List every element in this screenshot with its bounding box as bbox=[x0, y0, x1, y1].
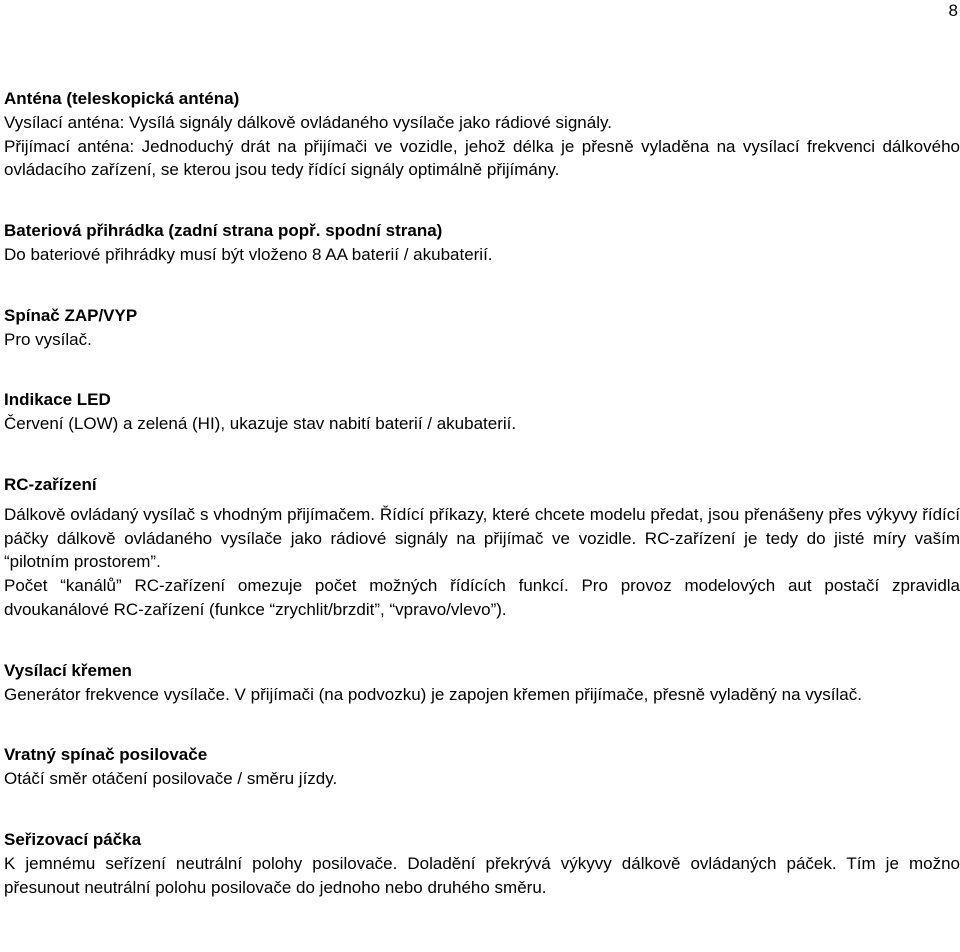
page-number: 8 bbox=[948, 1, 958, 20]
section-paragraph: Přijímací anténa: Jednoduchý drát na přijímači ve vozidle, jehož délka je přesně vyladěna na vysílací frekvenci dálkového ovládacího zařízení, se kterou jsou tedy řídící signály optimálně přijímány. bbox=[4, 136, 960, 180]
section-paragraph: Do bateriové přihrádky musí být vloženo 8 AA baterií / akubaterií. bbox=[4, 244, 493, 264]
section-trim-lever bbox=[4, 828, 960, 899]
section-paragraph: Vysílací anténa: Vysílá signály dálkově ovládaného vysílače jako rádiové signály. bbox=[4, 112, 612, 132]
section-heading: RC-zařízení bbox=[4, 474, 97, 494]
document-body bbox=[4, 87, 960, 899]
section-antenna bbox=[4, 87, 960, 182]
section-heading: Seřizovací páčka bbox=[4, 829, 142, 849]
section-paragraph: Generátor frekvence vysílače. V přijímači (na podvozku) je zapojen křemen přijímače, přesně vyladěný na vysílač. bbox=[4, 684, 862, 704]
section-paragraph: Dálkově ovládaný vysílač s vhodným přijímačem. Řídící příkazy, které chcete modelu předat, jsou přenášeny přes výkyvy řídící páčky dálkově ovládaného vysílače jako rádiové signály na přijímač ve vozidle. RC-zařízení je tedy do jisté míry vaším “pilotním prostorem”. bbox=[4, 504, 960, 572]
section-heading: Spínač ZAP/VYP bbox=[4, 305, 138, 325]
section-paragraph: Červení (LOW) a zelená (HI), ukazuje stav nabití baterií / akubaterií. bbox=[4, 414, 517, 434]
section-heading: Anténa (teleskopická anténa) bbox=[4, 89, 240, 108]
section-led-indicator bbox=[4, 388, 960, 436]
section-paragraph: Počet “kanálů” RC-zařízení omezuje počet možných řídících funkcí. Pro provoz modelových aut postačí zpravidla dvoukanálové RC-zařízení (funkce “zrychlit/brzdit”, “vpravo/vlevo”). bbox=[4, 576, 960, 619]
section-power-switch bbox=[4, 304, 960, 352]
section-heading: Vysílací křemen bbox=[4, 660, 132, 680]
section-rc-device bbox=[4, 473, 960, 622]
section-heading: Bateriová přihrádka (zadní strana popř. spodní strana) bbox=[4, 221, 443, 241]
section-paragraph: Pro vysílač. bbox=[4, 329, 92, 349]
section-reverse-switch bbox=[4, 743, 960, 791]
section-paragraph: Otáčí směr otáčení posilovače / směru jízdy. bbox=[4, 769, 338, 789]
section-paragraph: K jemnému seřízení neutrální polohy posilovače. Doladění překrývá výkyvy dálkově ovládaných páček. Tím je možno přesunout neutrální polohu posilovače do jednoho nebo druhého směru. bbox=[4, 853, 960, 897]
section-heading: Vratný spínač posilovače bbox=[4, 745, 208, 765]
section-battery-compartment bbox=[4, 219, 960, 267]
section-transmitter-crystal bbox=[4, 659, 960, 707]
section-heading: Indikace LED bbox=[4, 390, 111, 410]
